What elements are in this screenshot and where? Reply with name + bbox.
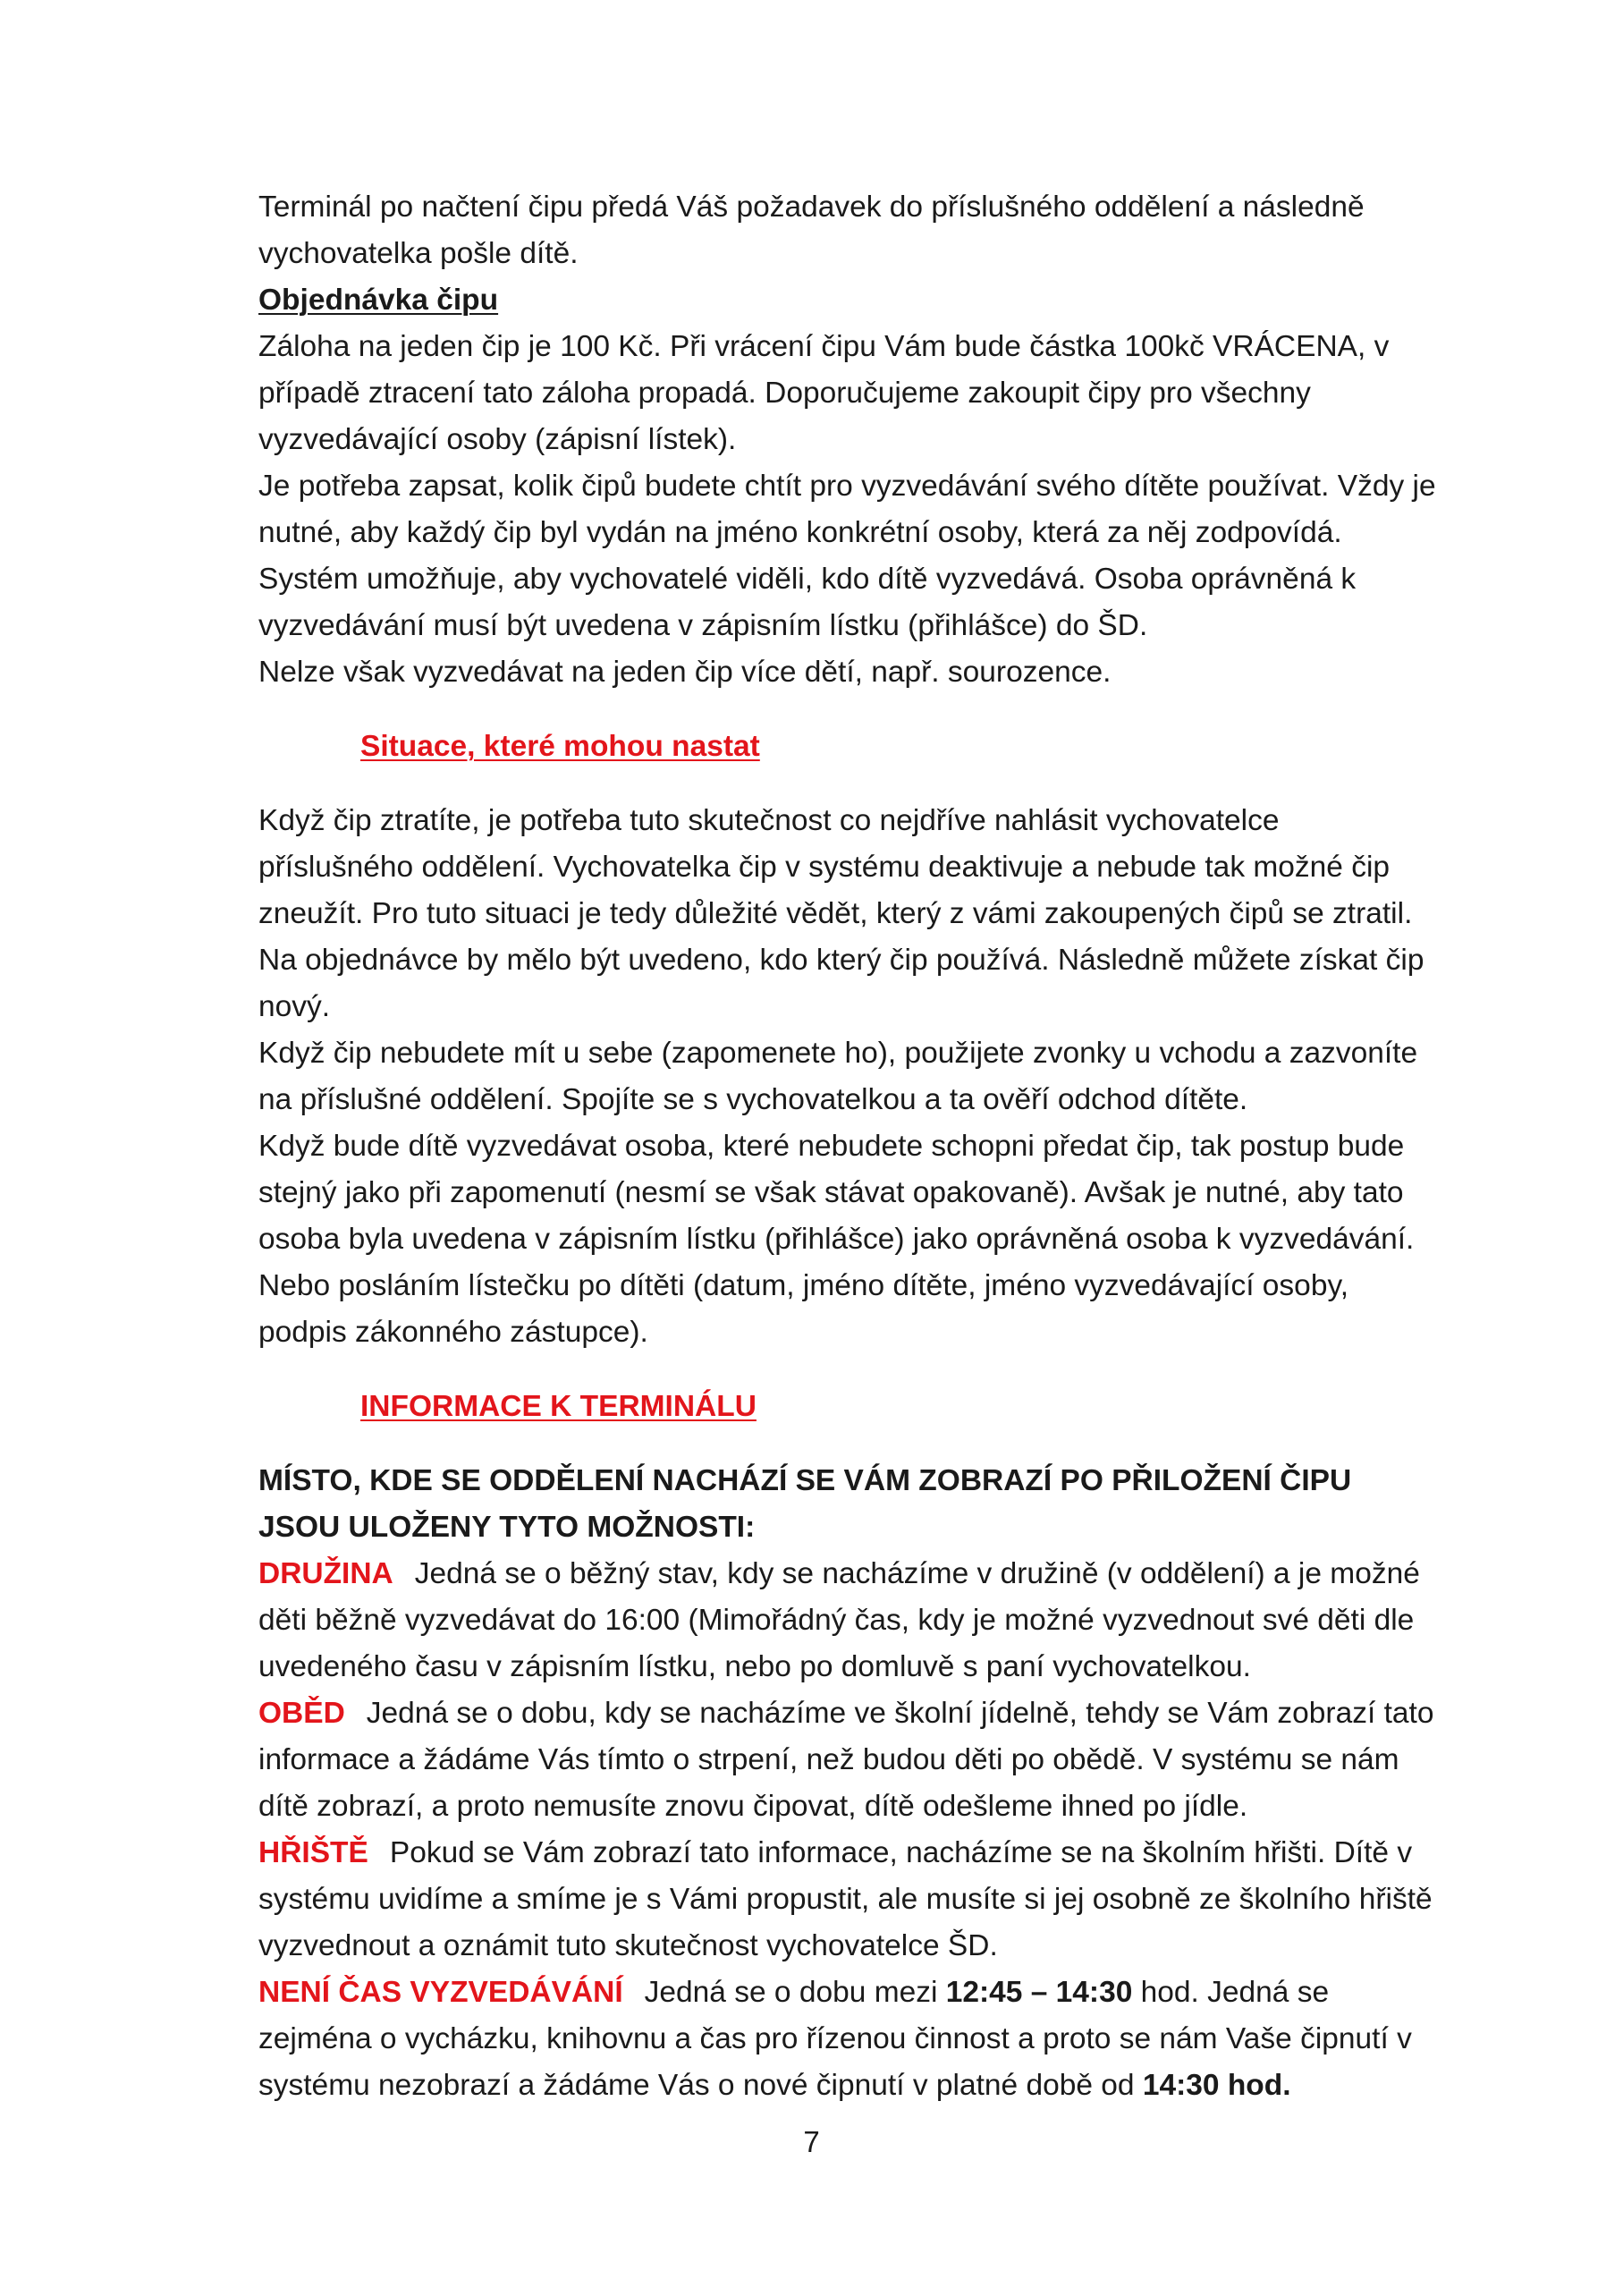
- status-text: Pokud se Vám zobrazí tato informace, nacházíme se na školním hřišti. Dítě v systému uvidíme a smíme je s Vámi propustit, ale musíte si jej osobně ze školního hřiště vyzvednout a oznámit tuto skutečnost vychovatelce ŠD.: [258, 1836, 1433, 1962]
- page-content: [258, 184, 1439, 2109]
- deposit-paragraph: Záloha na jeden čip je 100 Kč. Při vrácení čipu Vám bude částka 100kč VRÁCENA, v případě ztracení tato záloha propadá. Doporučujeme zakoupit čipy pro všechny vyzvedávající osoby (zápisní lístek).: [258, 330, 1390, 456]
- page-number: 7: [803, 2125, 820, 2158]
- status-label: HŘIŠTĚ: [258, 1836, 368, 1869]
- status-label: NENÍ ČAS VYZVEDÁVÁNÍ: [258, 1976, 623, 2009]
- status-text: Jedná se o dobu, kdy se nacházíme ve školní jídelně, tehdy se Vám zobrazí tato informace a žádáme Vás tímto o strpení, než budou děti po obědě. V systému se nám dítě zobrazí, a proto nemusíte znovu čipovat, dítě odešleme ihned po jídle.: [258, 1697, 1434, 1823]
- time-from: 14:30 hod.: [1142, 2069, 1291, 2102]
- status-label: DRUŽINA: [258, 1557, 393, 1590]
- spacer: [258, 770, 1439, 798]
- situations-heading: [258, 724, 1439, 770]
- lost-chip-paragraph: Když čip ztratíte, je potřeba tuto skutečnost co nejdříve nahlásit vychovatelce příslušného oddělení. Vychovatelka čip v systému deaktivuje a nebude tak možné čip zneužít. Pro tuto situaci je tedy důležité vědět, který z vámi zakoupených čipů se ztratil. Na objednávce by mělo být uvedeno, kdo který čip používá. Následně můžete získat čip nový.: [258, 804, 1424, 1023]
- status-text: Jedná se o běžný stav, kdy se nacházíme v družině (v oddělení) a je možné děti běžně vyzvedávat do 16:00 (Mimořádný čas, kdy je možné vyzvednout své děti dle uvedeného času v zápisním lístku, nebo po domluvě s paní vychovatelkou.: [258, 1557, 1420, 1683]
- terminal-info-heading: [258, 1384, 1439, 1430]
- time-range: 12:45 – 14:30: [945, 1976, 1133, 2009]
- spacer: [258, 1356, 1439, 1384]
- chip-count-paragraph: Je potřeba zapsat, kolik čipů budete chtít pro vyzvedávání svého dítěte používat. Vždy je nutné, aby každý čip byl vydán na jméno konkrétní osoby, která za něj zodpovídá. Systém umožňuje, aby vychovatelé viděli, kdo dítě vyzvedává. Osoba oprávněná k vyzvedávání musí být uvedena v zápisním lístku (přihlášce) do ŠD.: [258, 470, 1436, 642]
- forgotten-chip-paragraph: Když čip nebudete mít u sebe (zapomenete ho), použijete zvonky u vchodu a zazvoníte na příslušné oddělení. Spojíte se s vychovatelkou a ta ověří odchod dítěte.: [258, 1037, 1418, 1116]
- status-text-b: hod. Jedná se zejména o vycházku, knihovnu a čas pro řízenou činnost a proto se nám Vaše čipnutí v systému nezobrazí a žádáme Vás o nové čipnutí v platné době od: [258, 1976, 1412, 2102]
- siblings-paragraph: Nelze však vyzvedávat na jeden čip více dětí, např. sourozence.: [258, 656, 1112, 689]
- terminal-info-heading-text: INFORMACE K TERMINÁLU: [360, 1390, 757, 1423]
- intro-paragraph: Terminál po načtení čipu předá Váš požadavek do příslušného oddělení a následně vychovatelka pošle dítě.: [258, 191, 1365, 270]
- situations-heading-text: Situace, které mohou nastat: [360, 730, 760, 763]
- status-item-hriste: [258, 1830, 1439, 1970]
- spacer: [258, 1430, 1439, 1458]
- status-item-neni-cas: [258, 1970, 1439, 2109]
- terminal-subheading: MÍSTO, KDE SE ODDĚLENÍ NACHÁZÍ SE VÁM ZOBRAZÍ PO PŘILOŽENÍ ČIPU JSOU ULOŽENY TYTO MOŽNOSTI:: [258, 1464, 1352, 1544]
- status-text-a: Jedná se o dobu mezi: [644, 1976, 946, 2009]
- chip-order-heading: Objednávka čipu: [258, 284, 499, 317]
- other-person-paragraph: Když bude dítě vyzvedávat osoba, které nebudete schopni předat čip, tak postup bude stejný jako při zapomenutí (nesmí se však stávat opakovaně). Avšak je nutné, aby tato osoba byla uvedena v zápisním lístku (přihlášce) jako oprávněná osoba k vyzvedávání. Nebo posláním lístečku po dítěti (datum, jméno dítěte, jméno vyzvedávající osoby, podpis zákonného zástupce).: [258, 1130, 1415, 1349]
- spacer: [258, 696, 1439, 724]
- status-label: OBĚD: [258, 1697, 345, 1730]
- status-item-druzina: [258, 1551, 1439, 1690]
- status-item-obed: [258, 1690, 1439, 1830]
